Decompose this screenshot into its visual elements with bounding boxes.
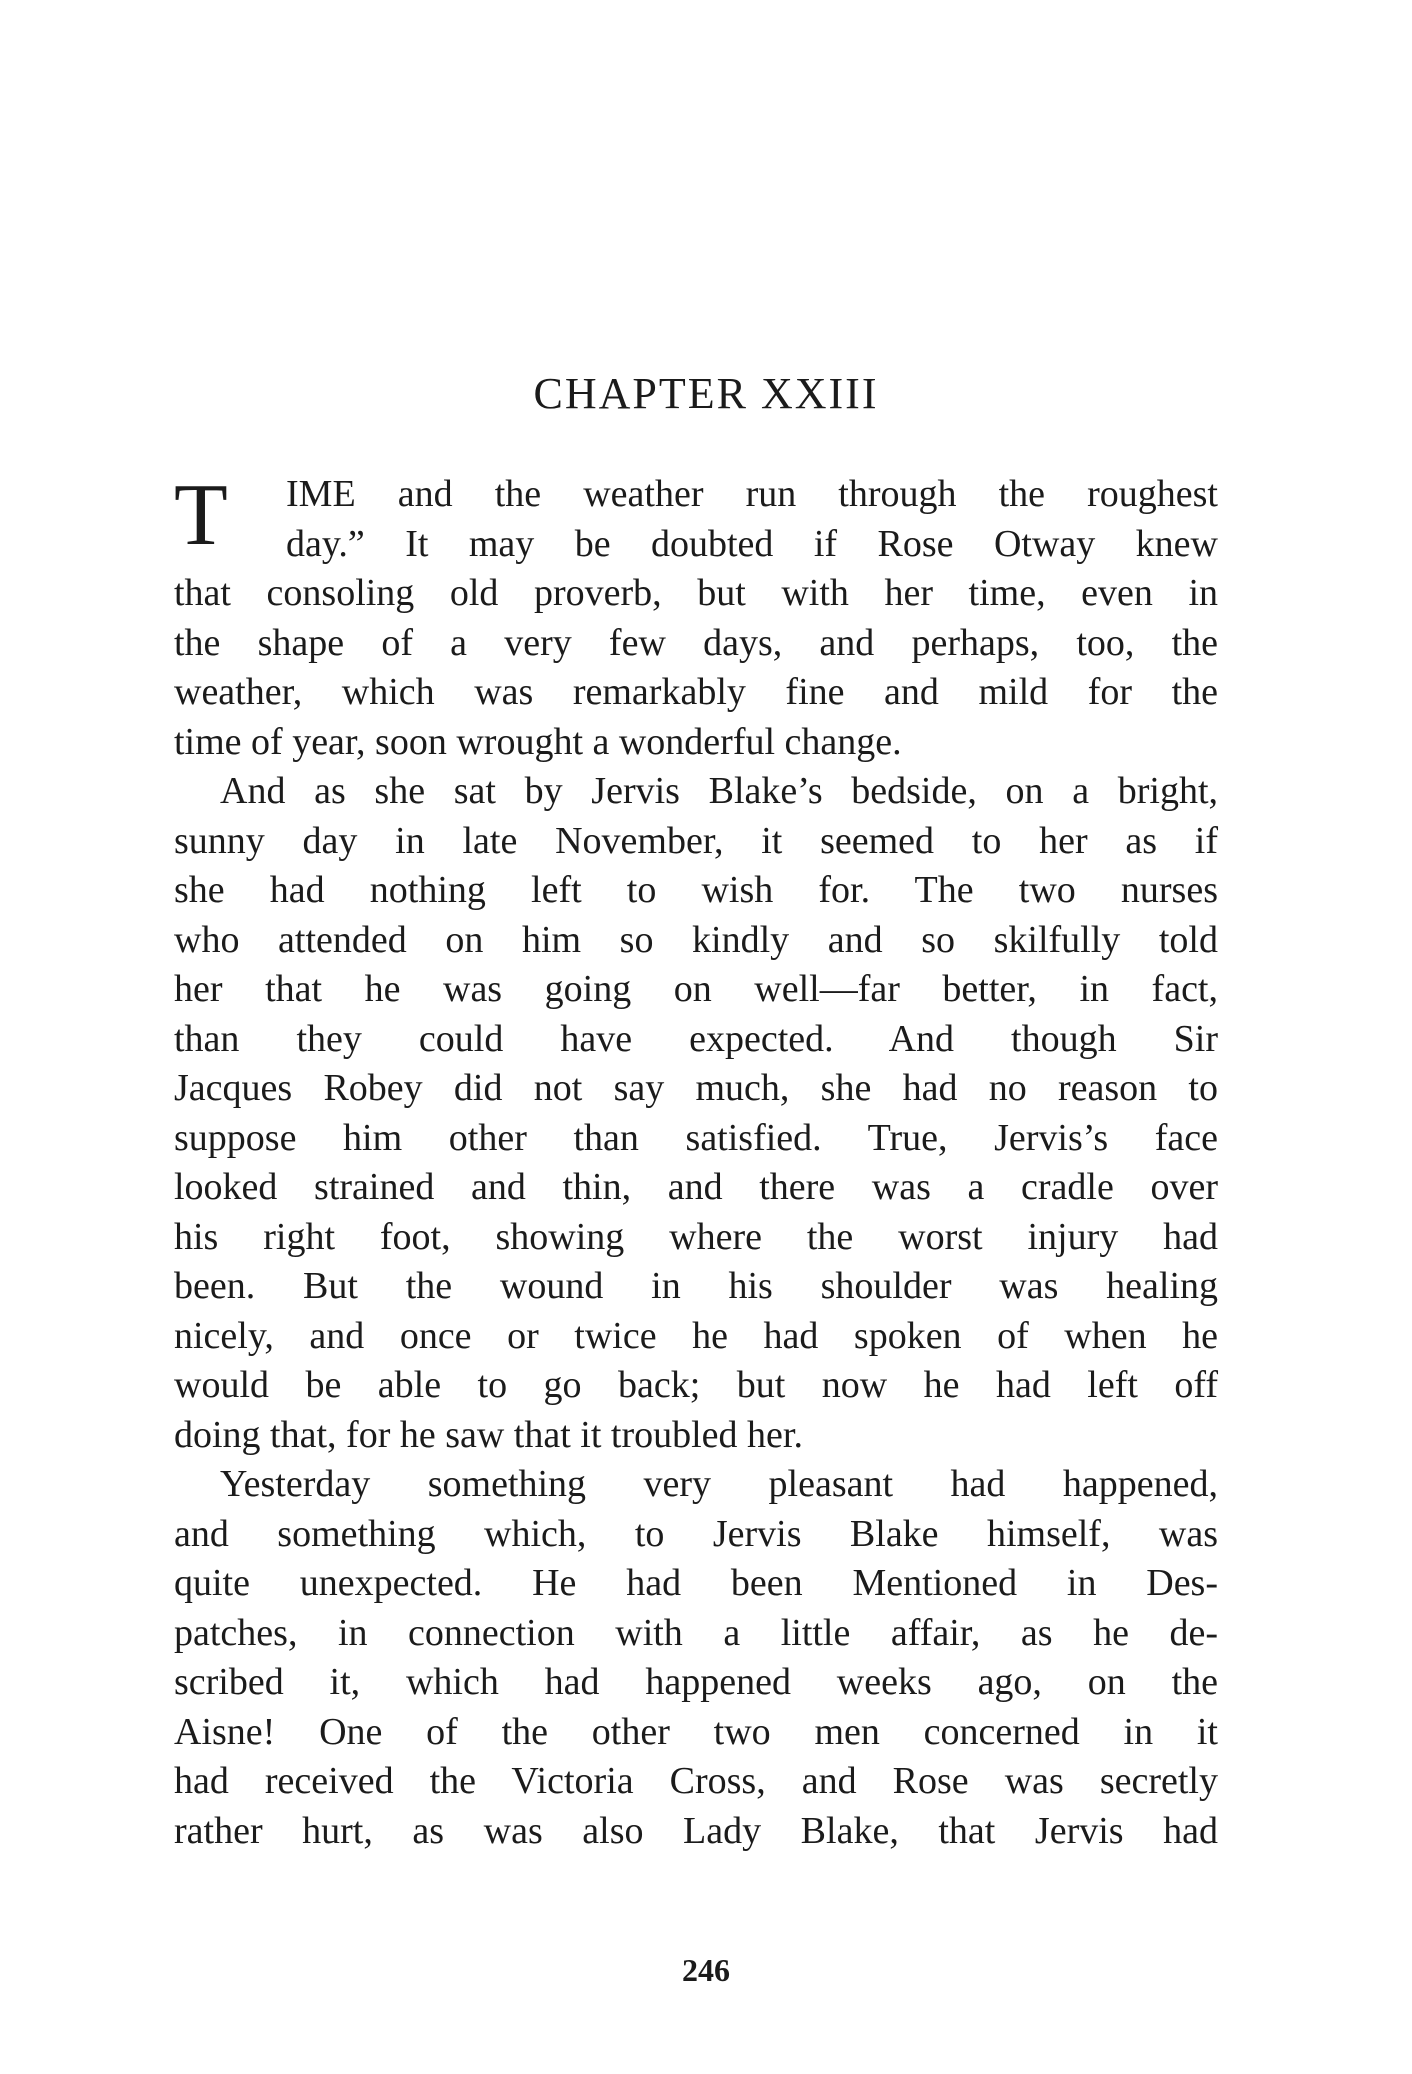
text-line: time of year, soon wrought a wonderful change. [174,720,902,763]
drop-cap: T [174,467,228,564]
text-line: the shape of a very few days, and perhaps, too, the [174,621,1218,664]
text-line: her that he was going on well—far better, in fact, [174,968,1218,1010]
text-line: had received the Victoria Cross, and Rose was secretly [174,1760,1218,1802]
text-line: looked strained and thin, and there was a cradle over [174,1166,1218,1208]
text-line: that consoling old proverb, but with her time, even in [174,572,1218,614]
text-line: And as she sat by Jervis Blake’s bedside, on a bright, [220,770,1218,812]
text-line: nicely, and once or twice he had spoken of when he [174,1314,1218,1357]
text-line: doing that, for he saw that it troubled her. [174,1413,803,1456]
text-line: been. But the wound in his shoulder was healing [174,1265,1218,1307]
page-number: 246 [682,1952,730,1988]
text-line: Yesterday something very pleasant had happened, [220,1463,1218,1505]
text-line: sunny day in late November, it seemed to her as if [174,819,1218,862]
text-line: his right foot, showing where the worst injury had [174,1215,1218,1258]
text-line: scribed it, which had happened weeks ago, on the [174,1661,1218,1703]
text-line: would be able to go back; but now he had left off [174,1364,1218,1406]
text-line: Jacques Robey did not say much, she had no reason to [174,1067,1218,1109]
body-text [174,467,1218,1856]
text-line: and something which, to Jervis Blake himself, was [174,1512,1218,1555]
chapter-heading: CHAPTER XXIII [533,369,879,418]
text-line: quite unexpected. He had been Mentioned in Des- [174,1562,1218,1604]
text-line: weather, which was remarkably fine and mild for the [174,671,1218,713]
text-line: Aisne! One of the other two men concerned in it [174,1710,1218,1753]
text-line: suppose him other than satisfied. True, Jervis’s face [174,1116,1218,1159]
text-line: patches, in connection with a little affair, as he de- [174,1611,1218,1654]
text-line: who attended on him so kindly and so skilfully told [174,918,1218,961]
text-line: she had nothing left to wish for. The two nurses [174,869,1218,911]
text-line: day.” It may be doubted if Rose Otway knew [286,522,1218,565]
text-line: IME and the weather run through the roughest [286,473,1218,515]
text-line: than they could have expected. And though Sir [174,1017,1218,1060]
text-line: rather hurt, as was also Lady Blake, that Jervis had [174,1809,1218,1852]
